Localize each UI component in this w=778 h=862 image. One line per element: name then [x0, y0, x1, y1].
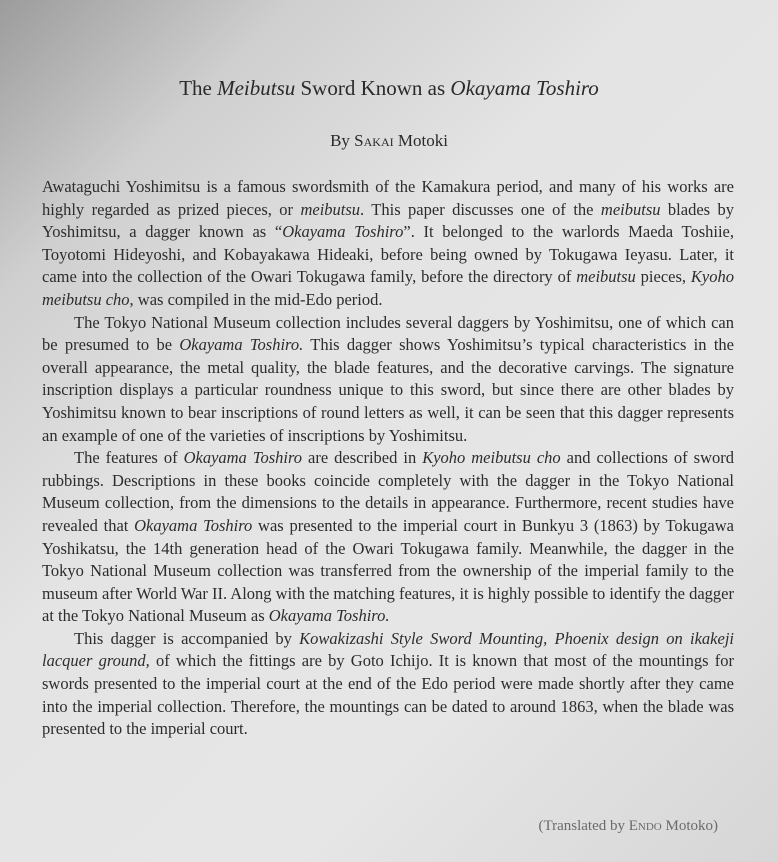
- text-run: The Tokyo National Museum collection includes several daggers by Yoshimitsu, one of which can be presumed to be: [42, 312, 734, 355]
- text-run: was presented to the imperial court in Bunkyu 3 (1863) by Tokugawa Yoshikatsu, the 14th generation head of the Owari Tokugawa family. Meanwhile, the dagger in the Tokyo National Museum collection was transferred from the ownership of the imperial family to the museum after World War II. Along with the matching features, it is highly possible to identify the dagger at the Tokyo National Museum as: [42, 515, 734, 626]
- text-run: of which the fittings are by Goto Ichijo. It is known that most of the mountings for swords presented to the imperial court at the end of the Edo period were made shortly after they came into the imperial collection. Therefore, the mountings can be dated to around 1863, when the blade was presented to the imperial court.: [42, 651, 734, 739]
- text-run: pieces,: [635, 267, 691, 287]
- italic-run: Okayama Toshiro: [134, 515, 253, 535]
- credit-text: (Translated by: [538, 818, 629, 834]
- title-text: Sword Known as: [295, 76, 451, 100]
- author-byline: [0, 131, 778, 151]
- text-run: The features of: [74, 448, 184, 468]
- italic-run: meibutsu: [600, 199, 661, 219]
- text-run: blades by Yoshimitsu, a dagger known as “: [42, 199, 735, 242]
- text-run: are described in: [302, 448, 423, 468]
- italic-run: Okayama Toshiro: [183, 448, 303, 468]
- byline-by: By: [330, 131, 355, 150]
- title-text: The: [179, 76, 218, 100]
- text-run: , was compiled in the mid-Edo period.: [129, 289, 383, 309]
- italic-run: meibutsu: [576, 267, 636, 287]
- italic-run: Okayama Toshiro.: [179, 335, 304, 355]
- translator-given-name: Motoko): [661, 818, 718, 834]
- translator-credit: [538, 818, 718, 835]
- text-run: ”. It belonged to the warlords Maeda Toshiie, Toyotomi Hideyoshi, and Kobayakawa Hideaki, before being owned by Tokugawa Ieyasu. Later, it came into the collection of the Owari Tokugawa family, before the directory of: [42, 222, 734, 287]
- paragraph-2: [42, 312, 734, 448]
- italic-run: Kowakizashi Style Sword Mounting, Phoenix design on ikakeji lacquer ground,: [42, 628, 734, 671]
- author-surname: Sakai: [354, 131, 394, 150]
- text-run: . This paper discusses one of the: [360, 199, 601, 219]
- translator-surname: Endo: [628, 818, 662, 834]
- italic-run: Kyoho meibutsu cho: [422, 448, 561, 468]
- italic-run: Okayama Toshiro.: [268, 606, 390, 626]
- text-run: Awataguchi Yoshimitsu is a famous swordsmith of the Kamakura period, and many of his works are highly regarded as prized pieces, or: [42, 177, 734, 219]
- title-italic-meibutsu: Meibutsu: [217, 76, 296, 100]
- text-run: and collections of sword rubbings. Descriptions in these books coincide completely with the dagger in the Tokyo National Museum collection, from the dimensions to the details in appearance. Furthermore, recent studies have revealed that: [42, 448, 734, 535]
- italic-run: Kyoho meibutsu cho: [42, 267, 735, 309]
- article-body: [42, 176, 734, 741]
- paragraph-1: [42, 176, 734, 312]
- text-run: This dagger is accompanied by: [74, 628, 300, 648]
- paragraph-3: [42, 447, 734, 628]
- paragraph-4: [42, 628, 734, 741]
- italic-run: meibutsu: [300, 199, 361, 219]
- text-run: This dagger shows Yoshimitsu’s typical characteristics in the overall appearance, the metal quality, the blade features, and the decorative carvings. The signature inscription displays a particular roundness unique to this sword, but since there are other blades by Yoshimitsu known to bear inscriptions of round letters as well, it can be seen that this dagger represents an example of one of the varieties of inscriptions by Yoshimitsu.: [42, 335, 734, 445]
- article-title: [0, 76, 778, 101]
- title-italic-okayama-toshiro: Okayama Toshiro: [450, 76, 599, 100]
- italic-run: Okayama Toshiro: [282, 222, 404, 242]
- author-given-name: Motoki: [393, 131, 448, 150]
